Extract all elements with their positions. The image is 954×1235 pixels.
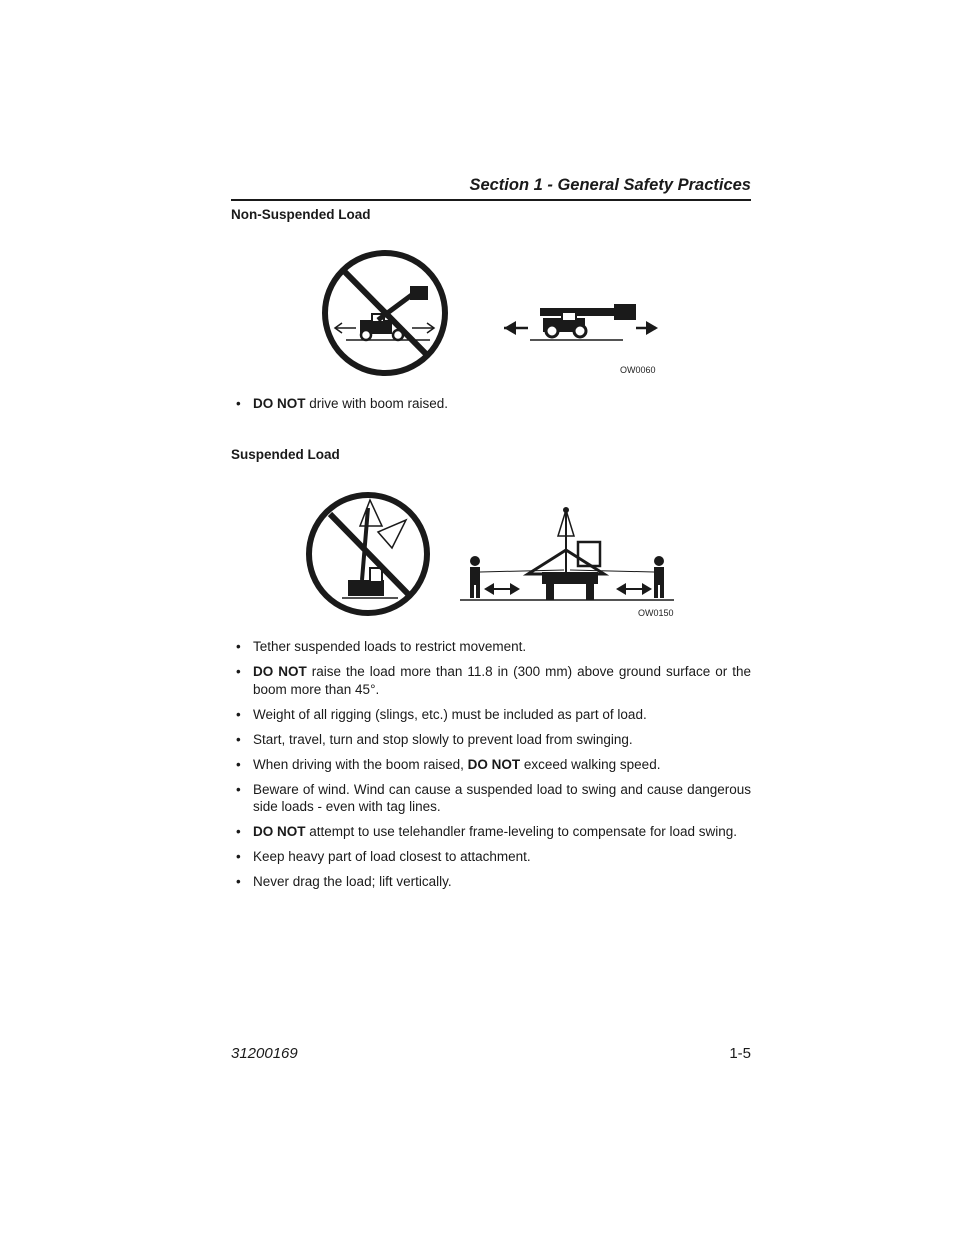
header-rule <box>231 199 751 201</box>
list-item: • Start, travel, turn and stop slowly to prevent load from swinging. <box>231 731 751 749</box>
figure-code: OW0150 <box>638 608 674 618</box>
tethered-load-icon <box>460 507 674 600</box>
section-title: Section 1 - General Safety Practices <box>469 176 751 194</box>
list-item: • Beware of wind. Wind can cause a suspended load to swing and cause dangerous side loads - even with tag lines. <box>231 781 751 816</box>
list-item: • DO NOT raise the load more than 11.8 in (300 mm) above ground surface or the boom more than 45°. <box>231 663 751 698</box>
list-item: • DO NOT attempt to use telehandler frame-leveling to compensate for load swing. <box>231 823 751 841</box>
non-suspended-heading: Non-Suspended Load <box>231 207 371 222</box>
list-item: • Tether suspended loads to restrict movement. <box>231 638 751 656</box>
non-suspended-bullets <box>231 395 751 420</box>
telehandler-boom-lowered-icon <box>504 304 658 340</box>
document-number: 31200169 <box>231 1045 298 1062</box>
non-suspended-figure <box>318 248 668 380</box>
suspended-figure <box>302 488 682 618</box>
list-item: • DO NOT drive with boom raised. <box>231 395 751 413</box>
list-item: • Keep heavy part of load closest to attachment. <box>231 848 751 866</box>
list-item: • When driving with the boom raised, DO NOT exceed walking speed. <box>231 756 751 774</box>
page-number: 1-5 <box>729 1045 751 1062</box>
prohibition-icon <box>325 253 445 373</box>
figure-code: OW0060 <box>620 365 656 375</box>
list-item: • Weight of all rigging (slings, etc.) must be included as part of load. <box>231 706 751 724</box>
suspended-bullets <box>231 638 751 898</box>
prohibition-icon <box>309 495 427 613</box>
suspended-heading: Suspended Load <box>231 447 340 462</box>
list-item: • Never drag the load; lift vertically. <box>231 873 751 891</box>
